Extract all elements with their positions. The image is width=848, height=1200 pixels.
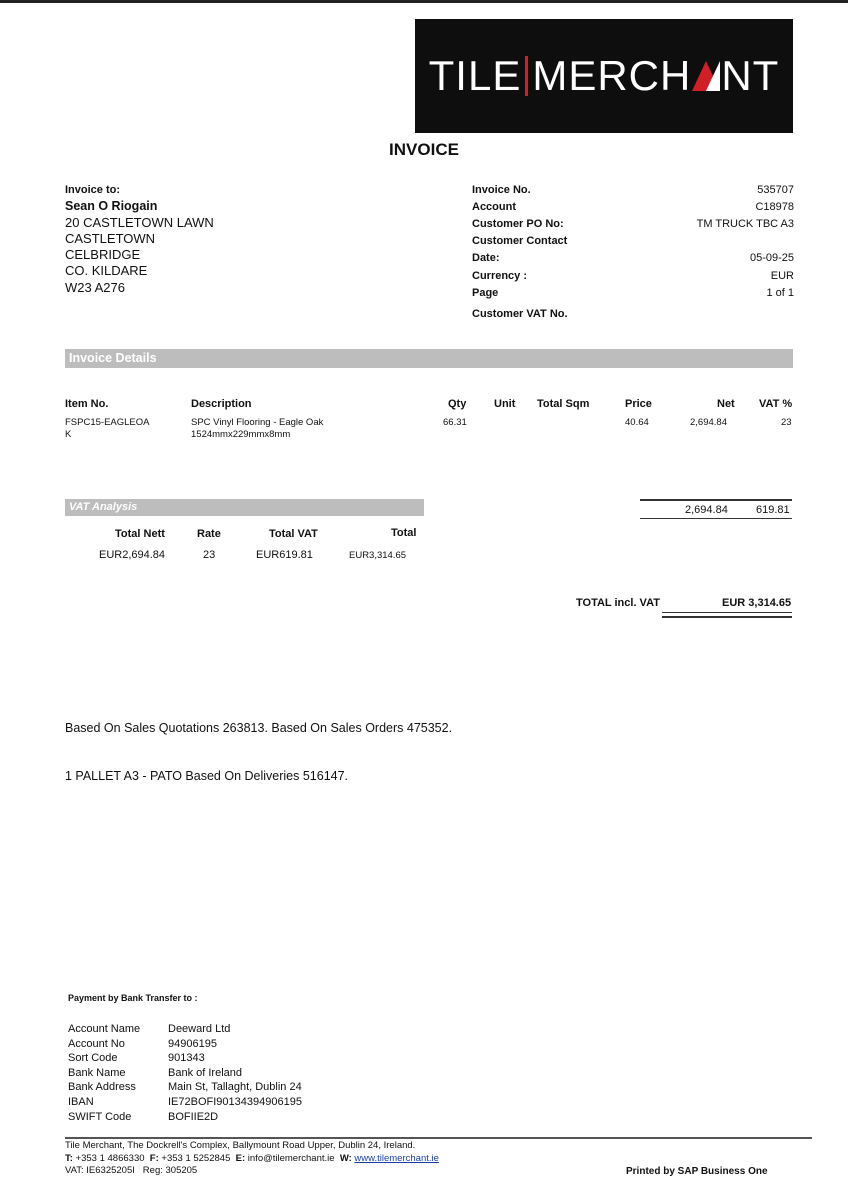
- payment-key: Sort Code: [68, 1052, 118, 1065]
- logo-triangle-icon: [692, 61, 720, 91]
- meta-key: Customer VAT No.: [472, 307, 568, 320]
- vat-header-rate: Rate: [197, 528, 221, 540]
- vat-header-total-nett: Total Nett: [115, 528, 165, 540]
- price-value: 40.64: [625, 417, 649, 428]
- header-unit: Unit: [494, 398, 516, 410]
- company-logo: [415, 19, 793, 133]
- address-line: CASTLETOWN: [65, 230, 156, 246]
- net-value: 2,694.84: [690, 417, 727, 428]
- meta-key: Currency :: [472, 269, 528, 282]
- website-label: W:: [339, 1152, 352, 1164]
- grand-total-rule: [662, 612, 792, 613]
- meta-key: Account: [472, 200, 516, 213]
- payment-value: Deeward Ltd: [168, 1023, 231, 1035]
- email-value: info@tilemerchant.ie: [247, 1152, 335, 1164]
- phone-label: T:: [65, 1152, 73, 1164]
- meta-value: EUR: [770, 269, 794, 282]
- meta-value: C18978: [755, 200, 794, 213]
- meta-value: TM TRUCK TBC A3: [696, 217, 794, 230]
- address-line: W23 A276: [65, 279, 125, 295]
- summary-top-rule: [640, 499, 792, 501]
- header-qty: Qty: [448, 398, 467, 410]
- summary-vat-total: 619.81: [756, 504, 790, 516]
- meta-key: Page: [472, 286, 499, 299]
- email-label: E:: [235, 1152, 246, 1164]
- vat-total-nett-value: EUR2,694.84: [99, 549, 166, 561]
- payment-value: 94906195: [168, 1037, 217, 1050]
- payment-row: [68, 1022, 302, 1037]
- payment-title: Payment by Bank Transfer to :: [68, 993, 198, 1003]
- description-line: SPC Vinyl Flooring - Eagle Oak: [191, 417, 324, 428]
- meta-value: 1 of 1: [766, 286, 794, 299]
- meta-row: [472, 215, 794, 232]
- top-border: [0, 0, 848, 3]
- logo-text-left: TILE: [428, 52, 522, 99]
- payment-key: Account Name: [68, 1023, 141, 1035]
- address-line: CO. KILDARE: [65, 263, 148, 279]
- vat-rate-value: 23: [203, 549, 216, 561]
- payment-value: Main St, Tallaght, Dublin 24: [168, 1081, 302, 1094]
- meta-row: [472, 267, 794, 284]
- footer-contact-line: [65, 1153, 439, 1166]
- description-line: 1524mmx229mmx8mm: [191, 429, 291, 440]
- printed-by: Printed by SAP Business One: [626, 1166, 768, 1177]
- meta-value: 05-09-25: [749, 252, 794, 265]
- meta-key: Customer PO No:: [472, 217, 564, 230]
- meta-row: [472, 233, 794, 250]
- header-total-sqm: Total Sqm: [537, 398, 590, 410]
- header-price: Price: [625, 398, 652, 410]
- qty-value: 66.31: [443, 417, 467, 428]
- footer-address: Tile Merchant, The Dockrell's Complex, Ballymount Road Upper, Dublin 24, Ireland.: [65, 1140, 416, 1151]
- payment-key: SWIFT Code: [68, 1110, 132, 1123]
- address-line: CELBRIDGE: [65, 247, 141, 263]
- meta-key: Customer Contact: [472, 235, 568, 248]
- address-line: 20 CASTLETOWN LAWN: [65, 214, 214, 230]
- meta-row: [472, 181, 794, 198]
- invoice-details-bar: Invoice Details: [65, 349, 793, 368]
- grand-total-value: EUR 3,314.65: [722, 597, 792, 609]
- note-quotations: Based On Sales Quotations 263813. Based On Sales Orders 475352.: [65, 721, 453, 735]
- item-no-line: FSPC15-EAGLEOA: [65, 417, 150, 428]
- payment-key: IBAN: [68, 1095, 94, 1108]
- header-description: Description: [191, 398, 252, 410]
- vat-pct-value: 23: [781, 417, 792, 428]
- note-deliveries: 1 PALLET A3 - PATO Based On Deliveries 516147.: [65, 769, 349, 783]
- payment-value: 901343: [168, 1052, 205, 1065]
- vat-header-total-vat: Total VAT: [269, 528, 318, 540]
- meta-key: Date:: [472, 252, 500, 265]
- vat-total-vat-value: EUR619.81: [256, 549, 313, 561]
- customer-name: Sean O Riogain: [65, 199, 158, 214]
- payment-row: [68, 1051, 302, 1066]
- footer-vat-reg: VAT: IE6325205I Reg: 305205: [65, 1165, 198, 1176]
- header-net: Net: [717, 398, 735, 410]
- header-vat-pct: VAT %: [759, 398, 793, 410]
- summary-net-total: 2,694.84: [685, 504, 728, 516]
- meta-row: [472, 198, 794, 215]
- meta-row: [472, 250, 794, 267]
- vat-analysis-bar: VAT Analysis: [65, 499, 424, 516]
- invoice-meta: [472, 181, 794, 323]
- payment-row: [68, 1095, 302, 1110]
- meta-key: Invoice No.: [472, 183, 531, 196]
- fax-value: +353 1 5252845: [161, 1152, 231, 1164]
- grand-total-label: TOTAL incl. VAT: [576, 597, 660, 609]
- payment-key: Bank Address: [68, 1081, 136, 1094]
- summary-bottom-rule: [640, 518, 792, 519]
- logo-text-right-start: MERCH: [532, 52, 692, 99]
- logo-divider: [525, 56, 528, 96]
- bill-to-block: [65, 182, 214, 296]
- bill-to-label: Invoice to:: [65, 184, 121, 196]
- document-title: INVOICE: [389, 140, 459, 159]
- footer: [65, 1140, 439, 1178]
- payment-value: IE72BOFI90134394906195: [168, 1095, 302, 1108]
- header-item-no: Item No.: [65, 398, 109, 410]
- payment-row: [68, 1110, 302, 1125]
- logo-text-right-end: NT: [721, 52, 780, 99]
- vat-total-value: EUR3,314.65: [349, 550, 407, 561]
- item-no-line: K: [65, 429, 72, 440]
- payment-details: [68, 1022, 302, 1124]
- payment-key: Bank Name: [68, 1066, 126, 1079]
- payment-value: BOFIIE2D: [168, 1110, 219, 1123]
- meta-value: 535707: [757, 183, 794, 196]
- footer-rule: [65, 1137, 812, 1139]
- payment-row: [68, 1066, 302, 1081]
- meta-row: [472, 305, 794, 322]
- vat-header-total: Total: [391, 527, 417, 539]
- meta-row: [472, 284, 794, 301]
- payment-row: [68, 1037, 302, 1052]
- website-link[interactable]: www.tilemerchant.ie: [354, 1152, 439, 1164]
- payment-row: [68, 1080, 302, 1095]
- payment-key: Account No: [68, 1037, 125, 1050]
- grand-total-rule: [662, 616, 792, 618]
- phone-value: +353 1 4866330: [75, 1152, 145, 1164]
- fax-label: F:: [149, 1152, 159, 1164]
- payment-value: Bank of Ireland: [168, 1066, 242, 1079]
